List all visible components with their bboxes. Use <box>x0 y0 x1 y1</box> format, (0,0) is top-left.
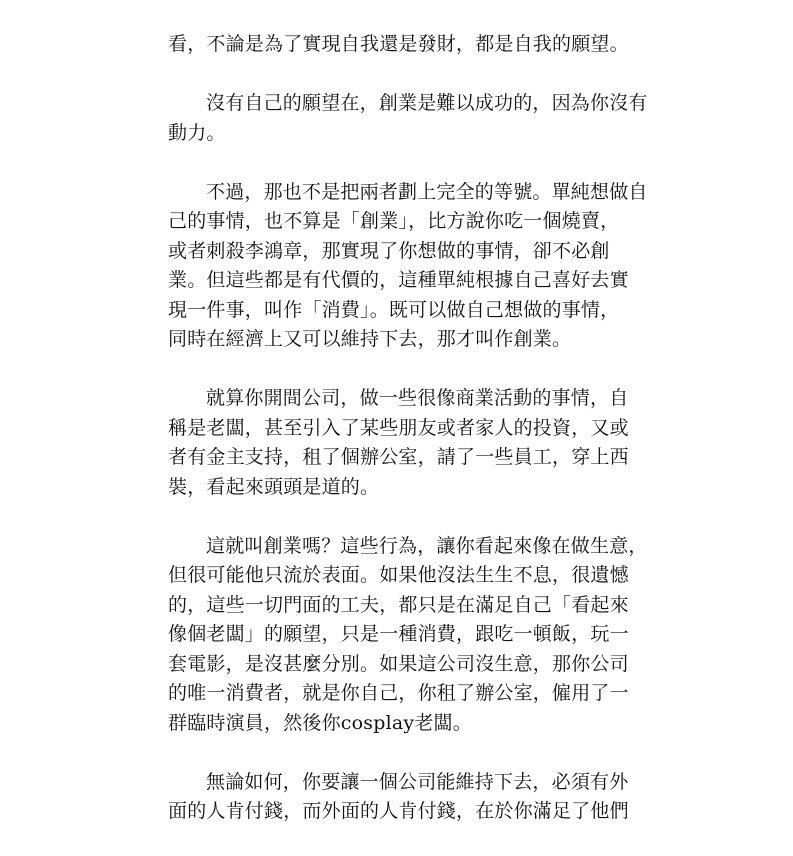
paragraph-4 <box>168 384 638 502</box>
text-line: 己的事情，也不算是「創業」，比方說你吃一個燒賣， <box>168 210 620 232</box>
text-line: 就算你開間公司，做一些很像商業活動的事情，自 <box>206 387 629 409</box>
text-line: 像個老闆」的願望，只是一種消費，跟吃一頓飯，玩一 <box>168 623 629 645</box>
text-line: 的，這些一切門面的工夫，都只是在滿足自己「看起來 <box>168 593 629 616</box>
text-line: 無論如何，你要讓一個公司能維持下去，必須有外 <box>206 770 629 793</box>
text-line: 者有金主支持，租了個辦公室，請了一些員工，穿上西 <box>168 446 629 468</box>
text-line: 的唯一消費者，就是你自己，你租了辦公室，僱用了一 <box>168 682 629 704</box>
text-line: 現一件事，叫作「消費」。既可以做自己想做的事情， <box>168 298 620 321</box>
text-line: 看，不論是為了實現自我還是發財，都是自我的願望。 <box>168 33 629 55</box>
paragraph-5 <box>168 532 648 739</box>
text-line: 動力。 <box>168 121 226 144</box>
text-line: 這就叫創業嗎？這些行為，讓你看起來像在做生意， <box>206 534 648 557</box>
paragraph-1 <box>168 30 638 60</box>
text-line: 業。但這些都是有代價的，這種單純根據自己喜好去實 <box>168 269 629 291</box>
text-line: 同時在經濟上又可以維持下去，那才叫作創業。 <box>168 328 572 350</box>
text-line: 套電影，是沒甚麼分別。如果這公司沒生意，那你公司 <box>168 652 629 675</box>
text-line: 面的人肯付錢，而外面的人肯付錢，在於你滿足了他們 <box>168 800 629 822</box>
paragraph-6 <box>168 768 638 827</box>
text-line: 稱是老闆，甚至引入了某些朋友或者家人的投資，又或 <box>168 416 629 439</box>
text-line: 但很可能他只流於表面。如果他沒法生生不息，很遺憾 <box>168 564 629 586</box>
text-line: 裝，看起來頭頭是道的。 <box>168 475 380 498</box>
text-line: 群臨時演員，然後你cosplay老闆。 <box>168 711 472 734</box>
paragraph-2 <box>168 89 648 148</box>
document-page <box>168 30 648 856</box>
text-line: 不過，那也不是把兩者劃上完全的等號。單純想做自 <box>206 180 648 203</box>
text-line: 沒有自己的願望在，創業是難以成功的，因為你沒有 <box>206 92 648 114</box>
paragraph-3 <box>168 178 648 355</box>
text-line: 或者刺殺李鴻章，那實現了你想做的事情，卻不必創 <box>168 239 610 262</box>
